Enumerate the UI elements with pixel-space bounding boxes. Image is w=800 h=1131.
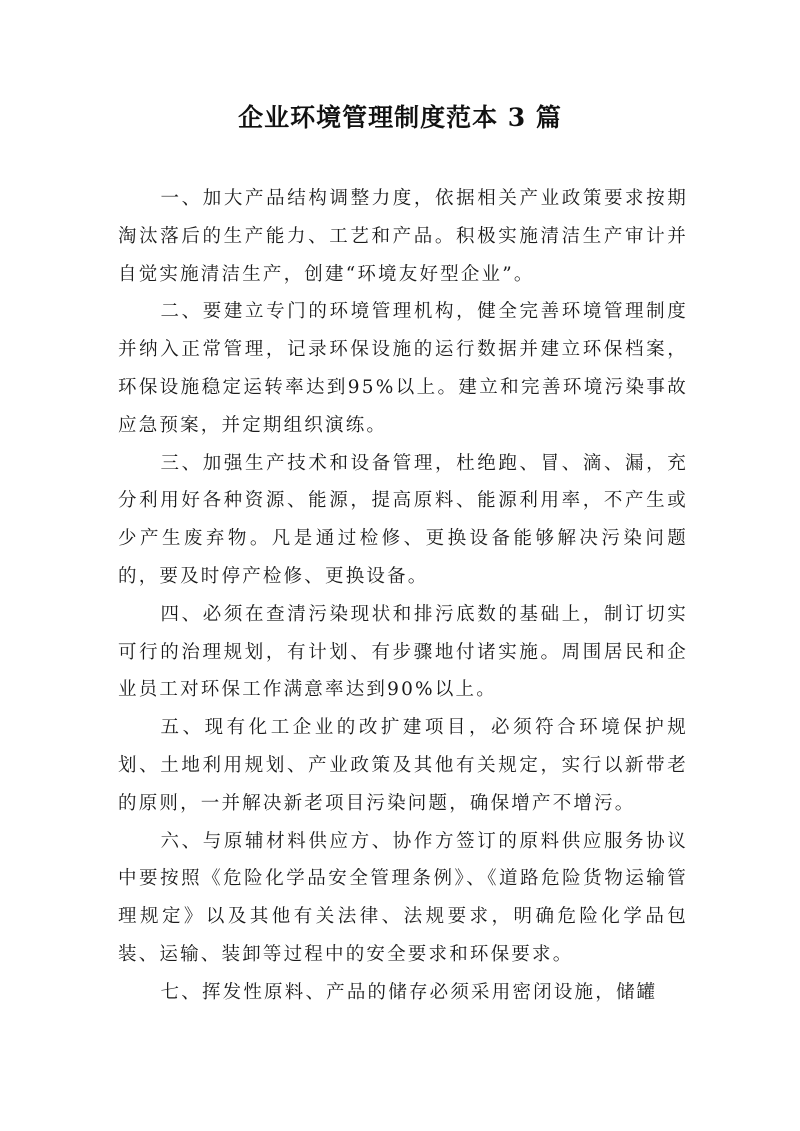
paragraph-7: 七、挥发性原料、产品的储存必须采用密闭设施，储罐 [160, 981, 658, 1003]
paragraph-4: 四、必须在查清污染现状和排污底数的基础上，制订切实可行的治理规划，有计划、有步骤地付诸实施。周围居民和企业员工对环保工作满意率达到90%以上。 [118, 603, 688, 701]
paragraph-1: 一、加大产品结构调整力度，依据相关产业政策要求按期淘汰落后的生产能力、工艺和产品。积极实施清洁生产审计并自觉实施清洁生产，创建“环境友好型企业”。 [118, 188, 688, 285]
paragraph-6: 六、与原辅材料供应方、协作方签订的原料供应服务协议中要按照《危险化学品安全管理条例》、《道路危险货物运输管理规定》以及其他有关法律、法规要求，明确危险化学品包装、运输、装卸等过程中的安全要求和环保要求。 [118, 830, 688, 965]
paragraph-2: 二、要建立专门的环境管理机构，健全完善环境管理制度并纳入正常管理，记录环保设施的运行数据并建立环保档案，环保设施稳定运转率达到95%以上。建立和完善环境污染事故应急预案，并定期组织演练。 [118, 301, 688, 436]
document-body [118, 180, 688, 1012]
paragraph-3: 三、加强生产技术和设备管理，杜绝跑、冒、滴、漏，充分利用好各种资源、能源，提高原料、能源利用率，不产生或少产生废弃物。凡是通过检修、更换设备能够解决污染问题的，要及时停产检修、更换设备。 [118, 452, 688, 587]
document-title: 企业环境管理制度范本 3 篇 [238, 103, 562, 132]
paragraph-5: 五、现有化工企业的改扩建项目，必须符合环境保护规划、土地利用规划、产业政策及其他有关规定，实行以新带老的原则，一并解决新老项目污染问题，确保增产不增污。 [118, 717, 688, 814]
